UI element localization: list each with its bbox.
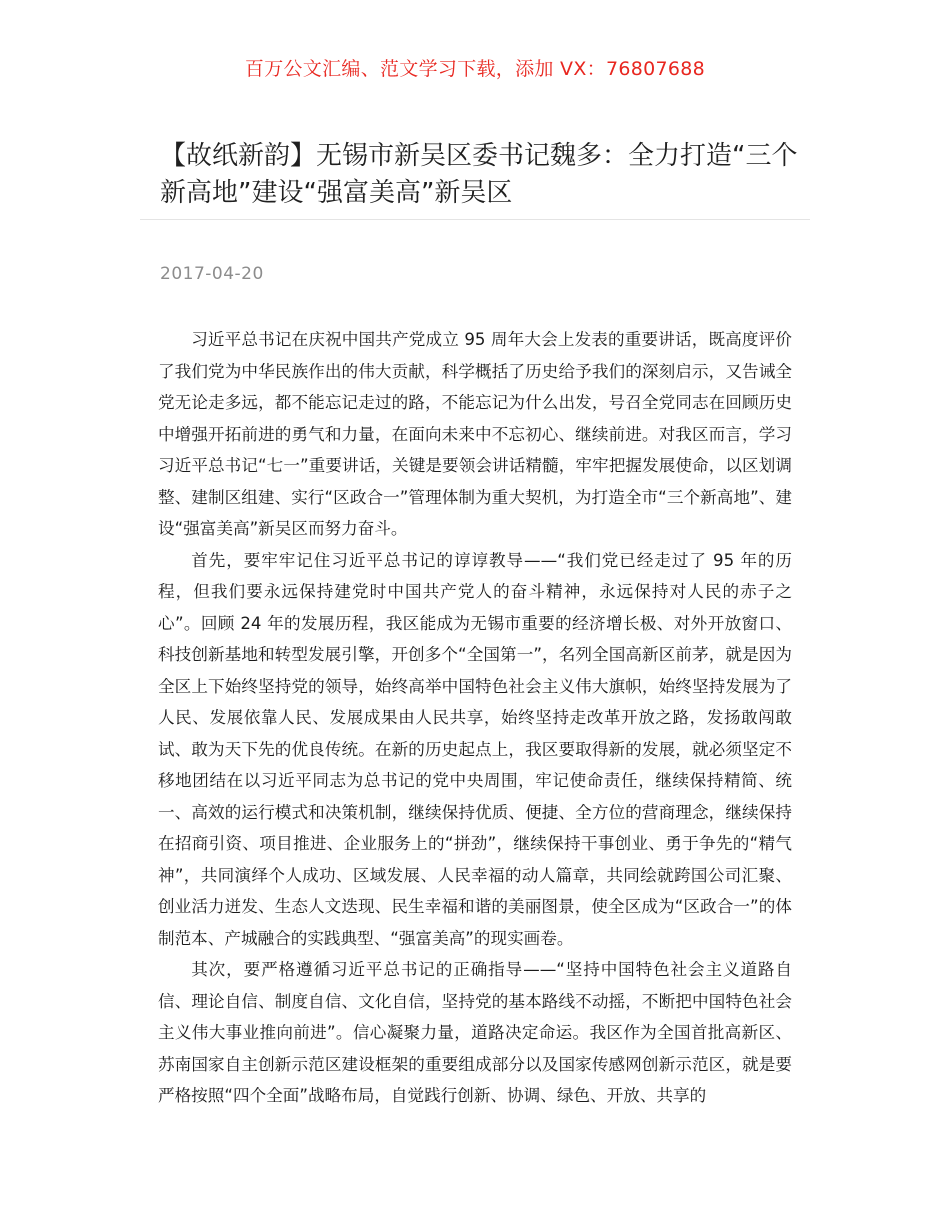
title-divider: [140, 219, 810, 220]
article-title: 【故纸新韵】无锡市新吴区委书记魏多：全力打造“三个新高地”建设“强富美高”新吴区: [160, 141, 798, 208]
promo-banner: 百万公文汇编、范文学习下载，添加 VX：76807688: [244, 58, 706, 80]
article-body: [158, 324, 792, 1112]
article-date: 2017-04-20: [160, 264, 264, 284]
paragraph: 其次，要严格遵循习近平总书记的正确指导——“坚持中国特色社会主义道路自信、理论自信、制度自信、文化自信，坚持党的基本路线不动摇，不断把中国特色社会主义伟大事业推向前进”。信心凝聚力量，道路决定命运。我区作为全国首批高新区、苏南国家自主创新示范区建设框架的重要组成部分以及国家传感网创新示范区，就是要严格按照“四个全面”战略布局，自觉践行创新、协调、绿色、开放、共享的: [158, 960, 792, 1105]
paragraph: 习近平总书记在庆祝中国共产党成立 95 周年大会上发表的重要讲话，既高度评价了我们党为中华民族作出的伟大贡献，科学概括了历史给予我们的深刻启示，又告诫全党无论走多远，都不能忘记走过的路，不能忘记为什么出发，号召全党同志在回顾历史中增强开拓前进的勇气和力量，在面向未来中不忘初心、继续前进。对我区而言，学习习近平总书记“七一”重要讲话，关键是要领会讲话精髓，牢牢把握发展使命，以区划调整、建制区组建、实行“区政合一”管理体制为重大契机，为打造全市“三个新高地”、建设“强富美高”新吴区而努力奋斗。: [158, 330, 792, 538]
paragraph: 首先，要牢牢记住习近平总书记的谆谆教导——“我们党已经走过了 95 年的历程，但我们要永远保持建党时中国共产党人的奋斗精神，永远保持对人民的赤子之心”。回顾 24 年的发展历程，我区能成为无锡市重要的经济增长极、对外开放窗口、科技创新基地和转型发展引擎，开创多个“全国第一”，名列全国高新区前茅，就是因为全区上下始终坚持党的领导，始终高举中国特色社会主义伟大旗帜，始终坚持发展为了人民、发展依靠人民、发展成果由人民共享，始终坚持走改革开放之路，发扬敢闯敢试、敢为天下先的优良传统。在新的历史起点上，我区要取得新的发展，就必须坚定不移地团结在以习近平同志为总书记的党中央周围，牢记使命责任，继续保持精简、统一、高效的运行模式和决策机制，继续保持优质、便捷、全方位的营商理念，继续保持在招商引资、项目推进、企业服务上的“拼劲”，继续保持干事创业、勇于争先的“精气神”，共同演绎个人成功、区域发展、人民幸福的动人篇章，共同绘就跨国公司汇聚、创业活力迸发、生态人文迭现、民生幸福和谐的美丽图景，使全区成为“区政合一”的体制范本、产城融合的实践典型、“强富美高”的现实画卷。: [158, 550, 792, 948]
